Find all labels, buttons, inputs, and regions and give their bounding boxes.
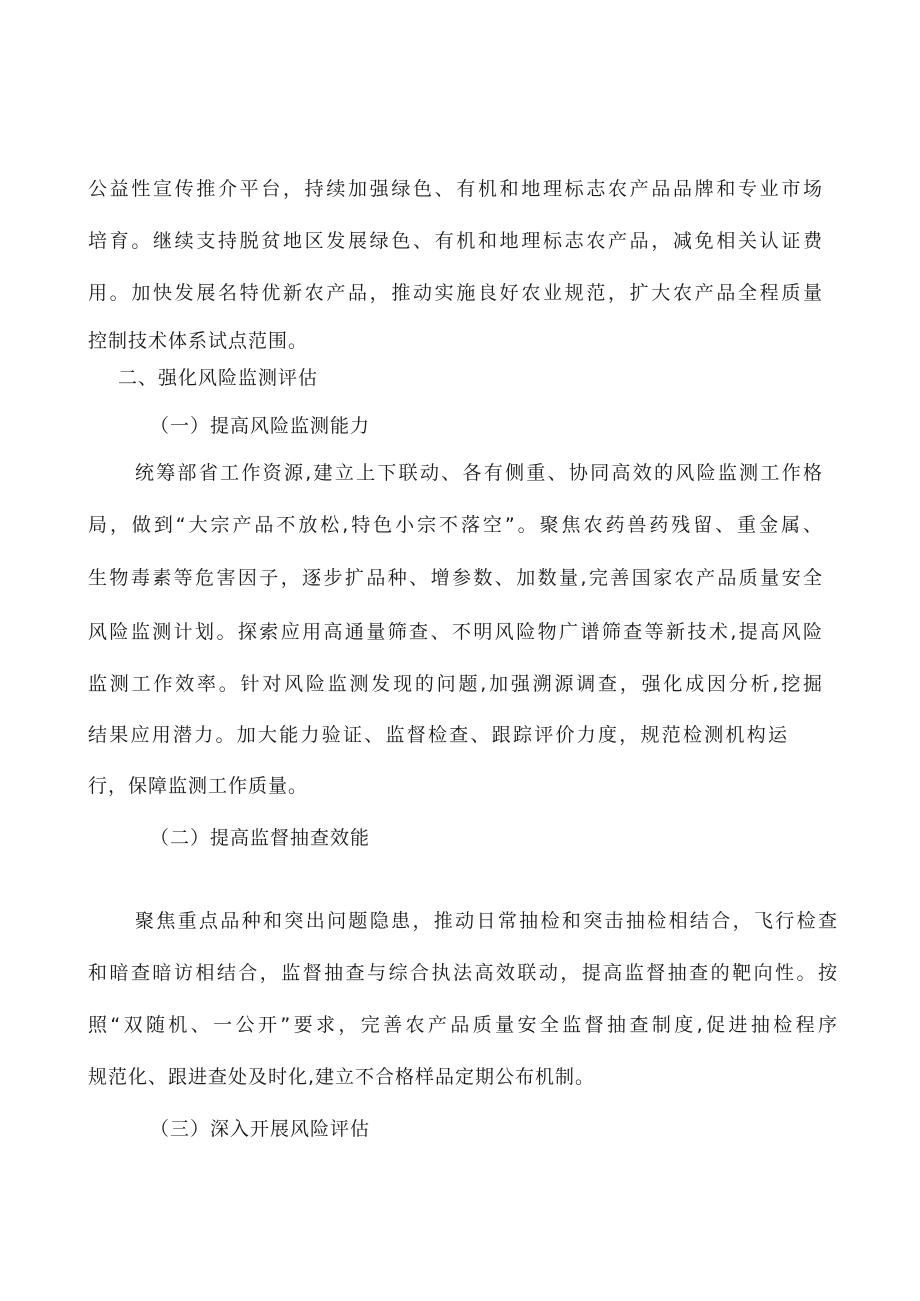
paragraph-line: 聚焦重点品种和突出问题隐患，推动日常抽检和突击抽检相结合，飞行检查 bbox=[135, 910, 838, 932]
subsection-heading: （三）深入开展风险评估 bbox=[150, 1118, 371, 1140]
paragraph-line: 结果应用潜力。加大能力验证、监督检查、跟踪评价力度，规范检测机构运 bbox=[88, 724, 788, 746]
paragraph-line: 生物毒素等危害因子，逐步扩品种、增参数、加数量,完善国家农产品质量安全 bbox=[88, 567, 823, 589]
paragraph-line: 公益性宣传推介平台，持续加强绿色、有机和地理标志农产品品牌和专业市场 bbox=[88, 178, 823, 200]
paragraph-line: 统筹部省工作资源,建立上下联动、各有侧重、协同高效的风险监测工作格 bbox=[135, 462, 823, 484]
paragraph-line: 用。加快发展名特优新农产品，推动实施良好农业规范，扩大农产品全程质量 bbox=[88, 282, 823, 304]
paragraph-line: 局，做到“大宗产品不放松,特色小宗不落空”。聚焦农药兽药残留、重金属、 bbox=[88, 514, 823, 536]
subsection-heading: （二）提高监督抽查效能 bbox=[150, 827, 371, 849]
section-heading: 二、强化风险监测评估 bbox=[118, 367, 319, 389]
paragraph-line: 行，保障监测工作质量。 bbox=[88, 775, 309, 797]
paragraph-line: 培育。继续支持脱贫地区发展绿色、有机和地理标志农产品，减免相关认证费 bbox=[88, 230, 823, 252]
paragraph-line: 和暗查暗访相结合，监督抽查与综合执法高效联动，提高监督抽查的靶向性。按 bbox=[88, 962, 838, 984]
paragraph-line: 规范化、跟进查处及时化,建立不合格样品定期公布机制。 bbox=[88, 1066, 596, 1088]
paragraph-line: 控制技术体系试点范围。 bbox=[88, 330, 309, 352]
paragraph-line: 照“双随机、一公开”要求，完善农产品质量安全监督抽查制度,促进抽检程序 bbox=[88, 1014, 838, 1036]
subsection-heading: （一）提高风险监测能力 bbox=[150, 415, 371, 437]
paragraph-line: 风险监测计划。探索应用高通量筛查、不明风险物广谱筛查等新技术,提高风险 bbox=[88, 621, 823, 643]
paragraph-line: 监测工作效率。针对风险监测发现的问题,加强溯源调查，强化成因分析,挖掘 bbox=[88, 673, 823, 695]
